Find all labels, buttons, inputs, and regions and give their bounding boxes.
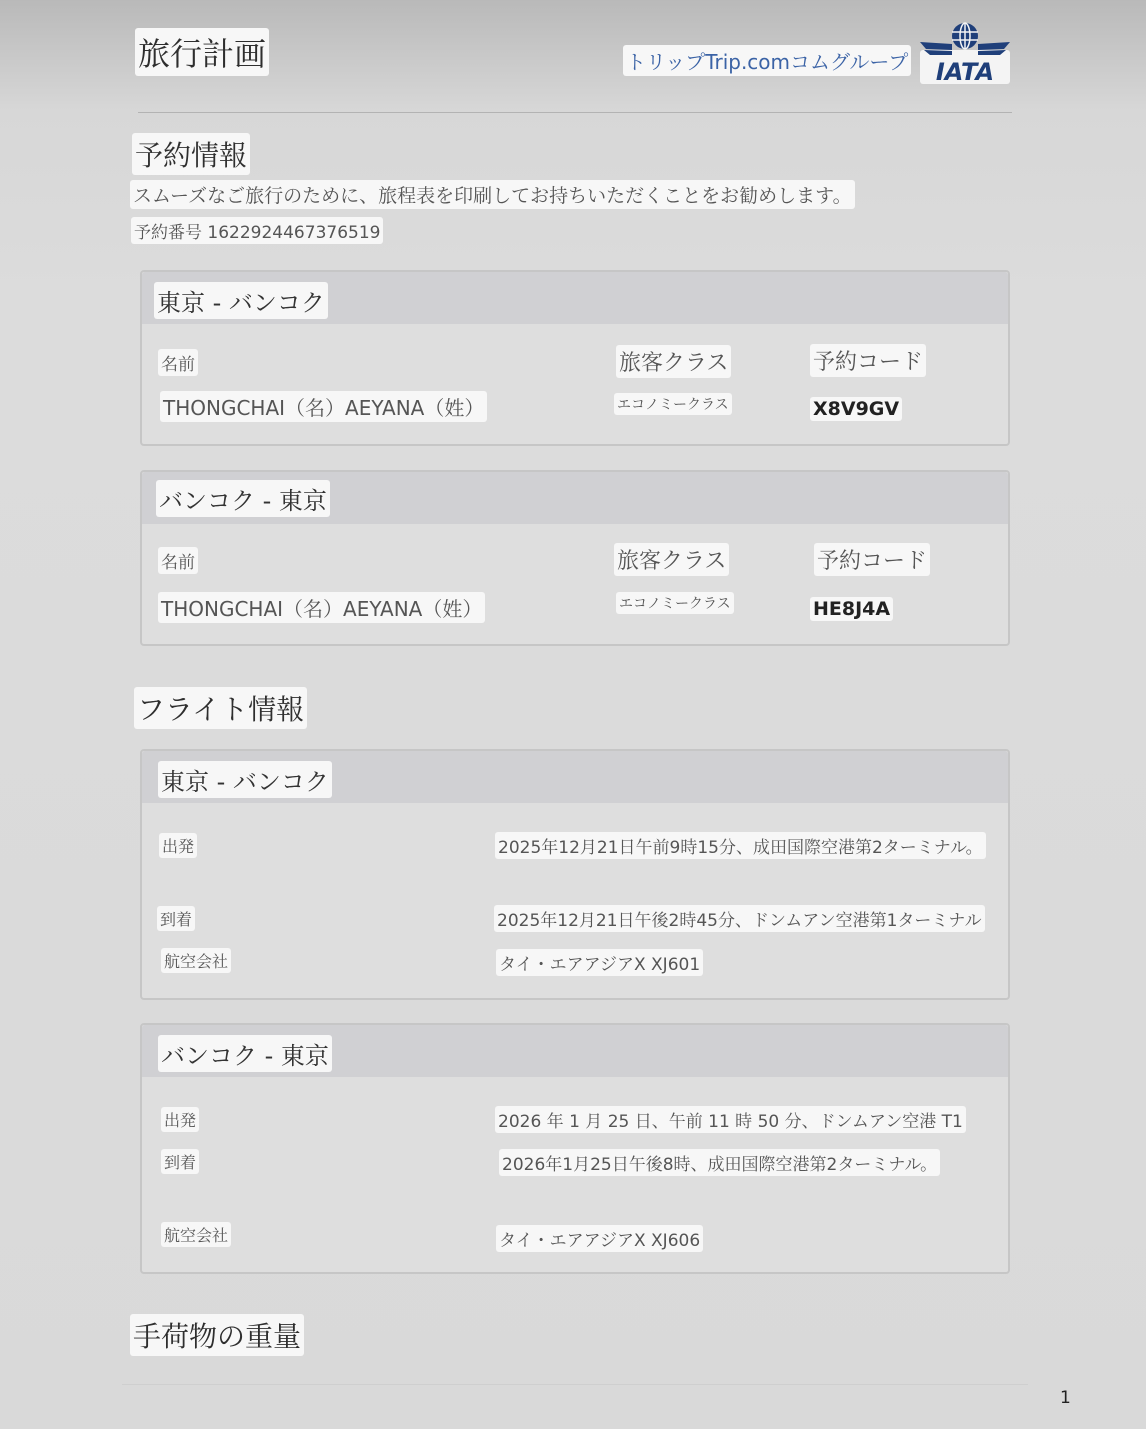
arrival-detail: 2025年12月21日午後2時45分、ドンムアン空港第1ターミナル xyxy=(494,905,985,932)
print-recommendation-note: スムーズなご旅行のために、旅程表を印刷してお持ちいただくことをお勧めします。 xyxy=(130,180,855,209)
page-title: 旅行計画 xyxy=(135,28,269,76)
departure-label: 出発 xyxy=(159,833,197,858)
arrival-label: 到着 xyxy=(157,906,195,931)
class-label: 旅客クラス xyxy=(614,543,729,576)
travel-class: エコノミークラス xyxy=(614,393,732,415)
reservation-heading: 予約情報 xyxy=(132,133,250,175)
booking-code-label: 予約コード xyxy=(814,543,930,576)
booking-code: HE8J4A xyxy=(810,597,893,621)
header-divider xyxy=(138,112,1012,113)
passenger-name: THONGCHAI（名）AEYANA（姓） xyxy=(160,391,487,422)
class-label: 旅客クラス xyxy=(616,345,731,378)
booking-code: X8V9GV xyxy=(810,397,902,421)
name-label: 名前 xyxy=(158,547,198,574)
airline-flight: タイ・エアアジアX XJ606 xyxy=(496,1225,703,1252)
booking-number: 予約番号 1622924467376519 xyxy=(131,217,383,244)
arrival-detail: 2026年1月25日午後8時、成田国際空港第2ターミナル。 xyxy=(499,1149,940,1176)
departure-label: 出発 xyxy=(161,1107,199,1132)
section-divider xyxy=(122,1384,1028,1385)
departure-detail: 2025年12月21日午前9時15分、成田国際空港第2ターミナル。 xyxy=(495,832,986,859)
booking-card-outbound xyxy=(140,270,1010,446)
flight-card-outbound xyxy=(140,749,1010,1000)
booking-route: 東京 - バンコク xyxy=(154,282,328,319)
departure-detail: 2026 年 1 月 25 日、午前 11 時 50 分、ドンムアン空港 T1 xyxy=(495,1106,966,1133)
flight-info-heading: フライト情報 xyxy=(134,687,307,729)
booking-code-label: 予約コード xyxy=(810,344,926,377)
flight-card-return xyxy=(140,1023,1010,1274)
airline-label: 航空会社 xyxy=(161,948,231,973)
iata-logo xyxy=(916,20,1014,86)
flight-route: バンコク - 東京 xyxy=(158,1035,332,1072)
airline-flight: タイ・エアアジアX XJ601 xyxy=(496,949,703,976)
flight-route: 東京 - バンコク xyxy=(158,761,332,798)
page-number: 1 xyxy=(1060,1388,1071,1408)
airline-label: 航空会社 xyxy=(161,1222,231,1247)
booking-card-return xyxy=(140,470,1010,646)
arrival-label: 到着 xyxy=(161,1149,199,1174)
name-label: 名前 xyxy=(158,349,198,376)
baggage-heading: 手荷物の重量 xyxy=(130,1314,304,1356)
brand-name: トリップTrip.comコムグループ xyxy=(623,45,911,76)
travel-class: エコノミークラス xyxy=(616,592,734,614)
booking-route: バンコク - 東京 xyxy=(156,480,330,517)
passenger-name: THONGCHAI（名）AEYANA（姓） xyxy=(158,592,485,623)
iata-logo-text: IATA xyxy=(935,58,995,86)
